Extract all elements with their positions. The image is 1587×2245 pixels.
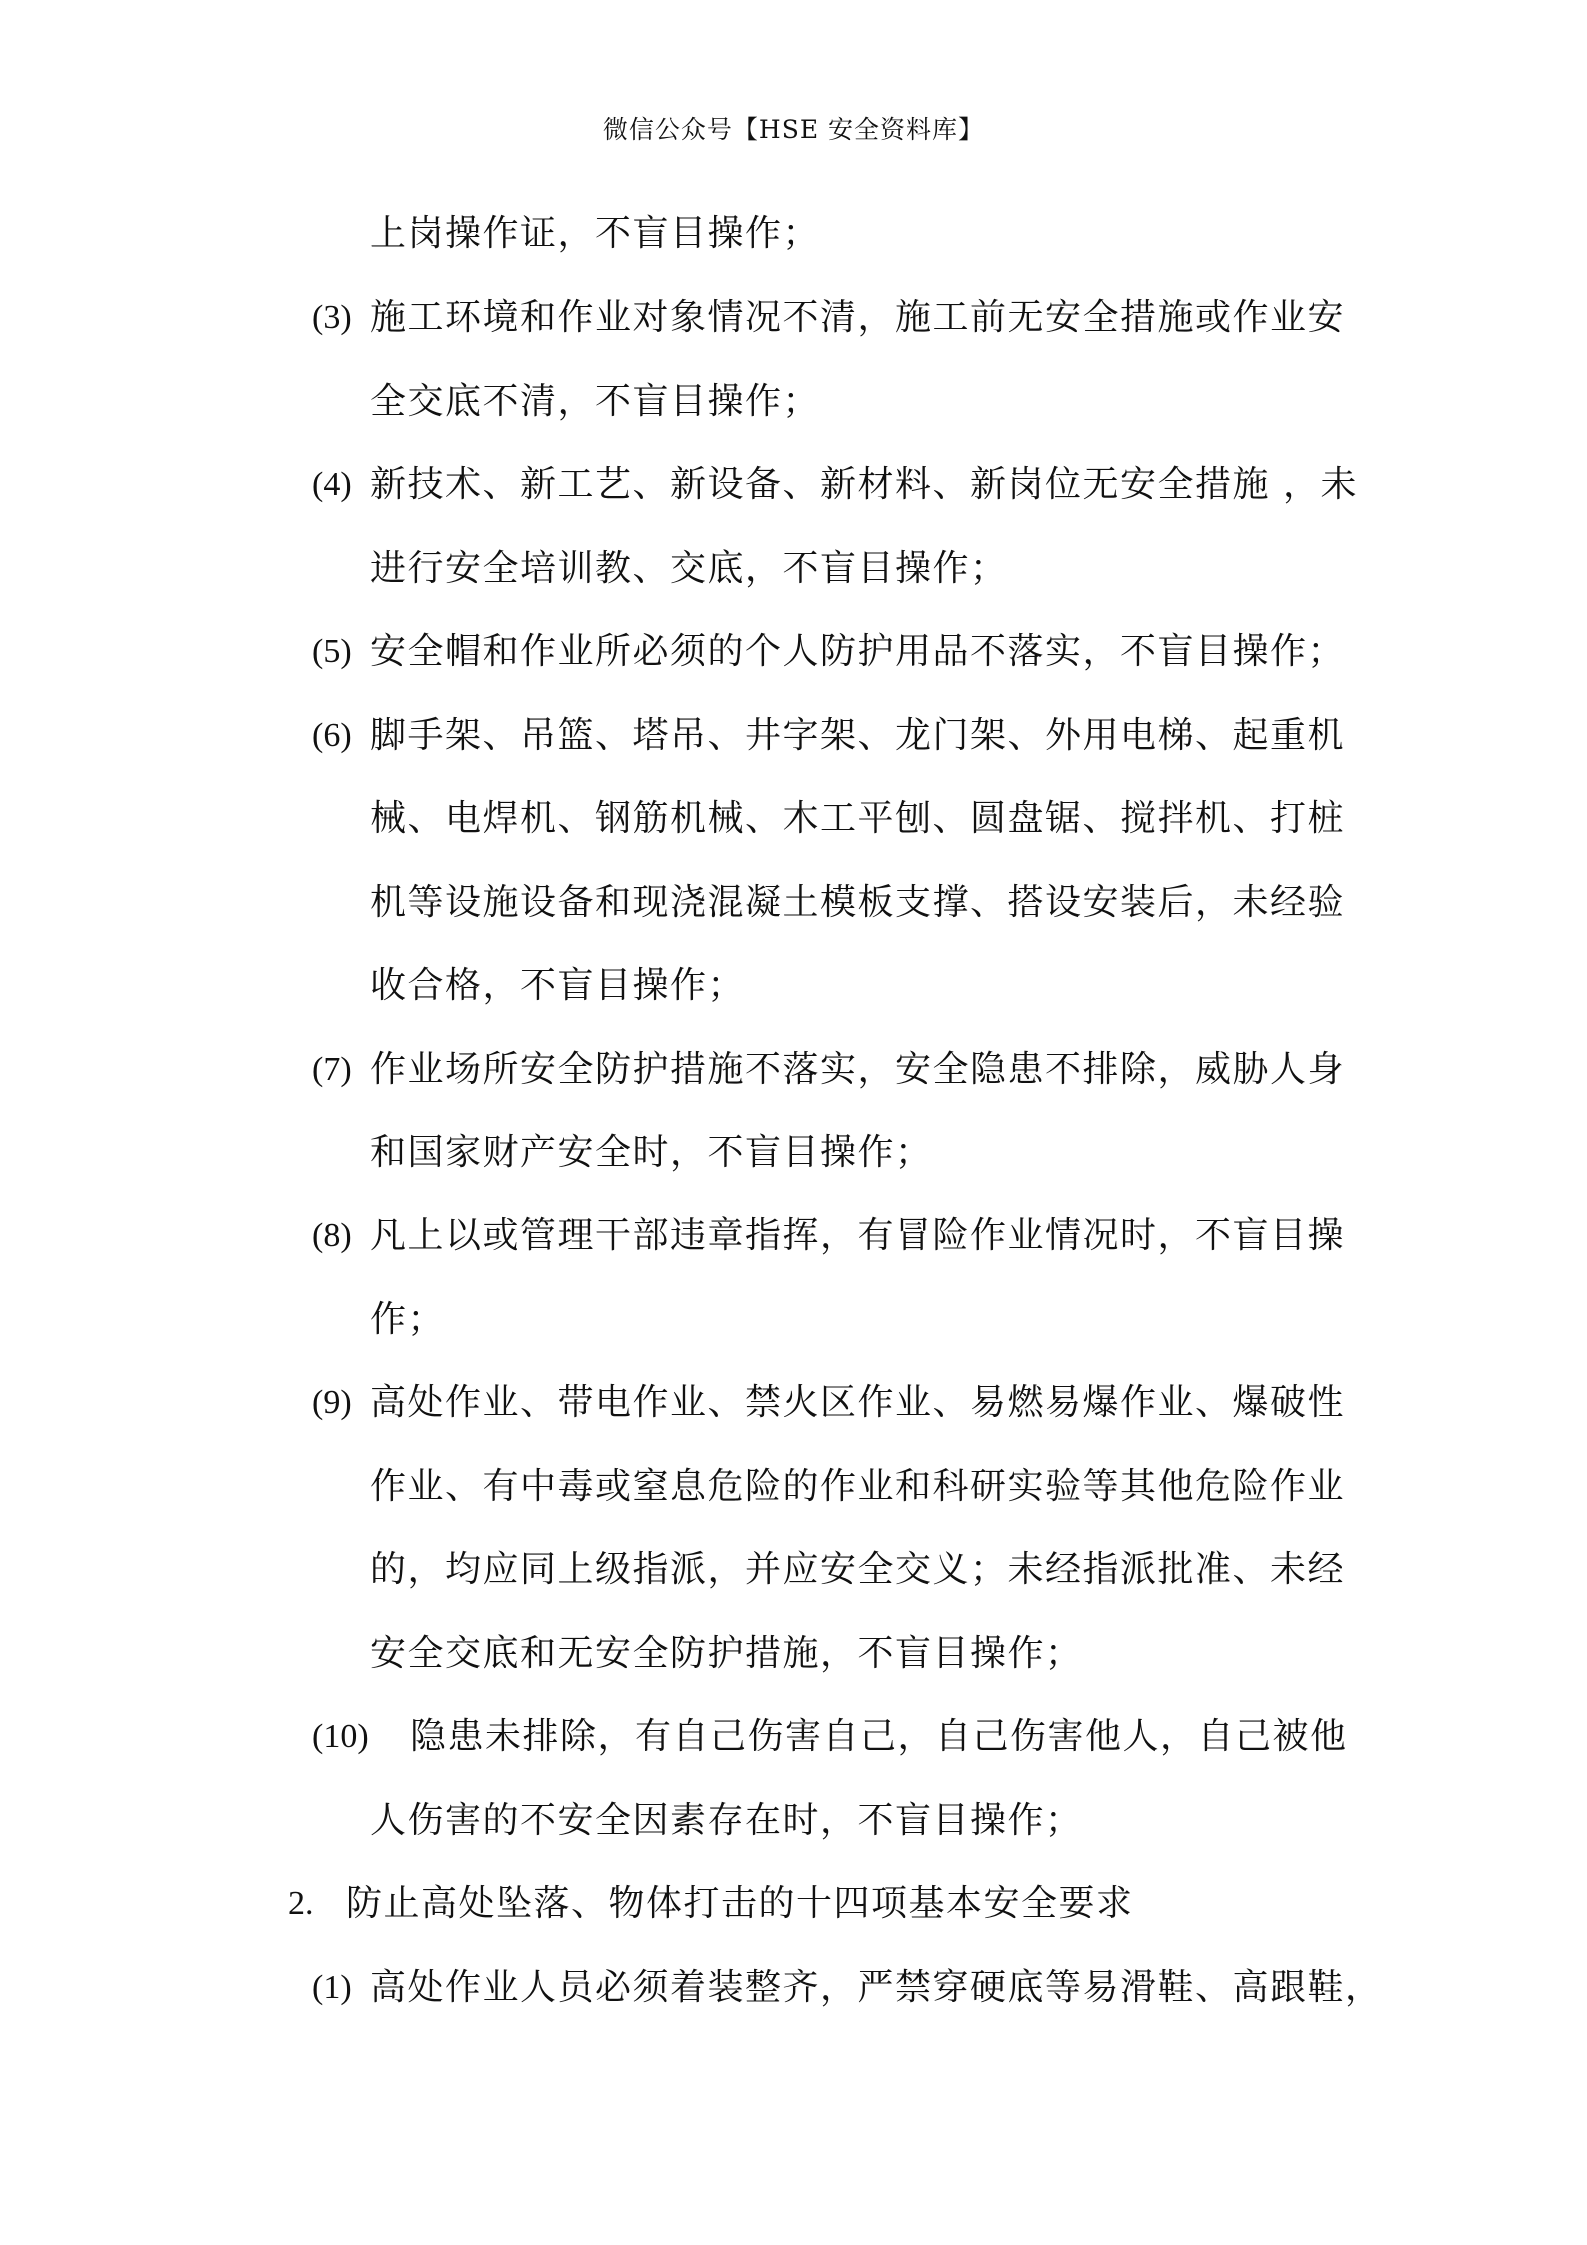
item-4-line-2: 进行安全培训教、交底，不盲目操作； <box>370 548 1008 589</box>
section-2-heading: 防止高处坠落、物体打击的十四项基本安全要求 <box>346 1883 1134 1924</box>
item-5-line-1: 安全帽和作业所必须的个人防护用品不落实，不盲目操作； <box>370 631 1346 672</box>
item-6-line-3: 机等设施设备和现浇混凝土模板支撑、搭设安装后，未经验 <box>370 882 1346 923</box>
item-3-number: (3) <box>312 299 352 336</box>
item-8-line-2: 作； <box>370 1299 446 1340</box>
item-7-line-1: 作业场所安全防护措施不落实，安全隐患不排除，威胁人身 <box>370 1049 1346 1090</box>
item-9-number: (9) <box>312 1384 352 1421</box>
page-header: 微信公众号【HSE 安全资料库】 <box>602 115 985 144</box>
section-2-item-1-line-1: 高处作业人员必须着装整齐，严禁穿硬底等易滑鞋、高跟鞋， <box>370 1967 1383 2008</box>
section-2-number: 2. <box>288 1885 314 1922</box>
item-9-line-4: 安全交底和无安全防护措施，不盲目操作； <box>370 1633 1083 1674</box>
item-continuation-line-1: 上岗操作证，不盲目操作； <box>370 213 821 254</box>
item-6-line-4: 收合格，不盲目操作； <box>370 965 746 1006</box>
item-8-line-1: 凡上以或管理干部违章指挥，有冒险作业情况时，不盲目操 <box>370 1215 1346 1256</box>
item-3-line-2: 全交底不清，不盲目操作； <box>370 381 821 422</box>
item-6-line-1: 脚手架、吊篮、塔吊、井字架、龙门架、外用电梯、起重机 <box>370 715 1346 756</box>
item-7-number: (7) <box>312 1051 352 1088</box>
item-9-line-1: 高处作业、带电作业、禁火区作业、易燃易爆作业、爆破性 <box>370 1382 1346 1423</box>
item-10-line-2: 人伤害的不安全因素存在时，不盲目操作； <box>370 1800 1083 1841</box>
item-9-line-2: 作业、有中毒或窒息危险的作业和科研实验等其他危险作业 <box>370 1466 1346 1507</box>
section-2-item-1-number: (1) <box>312 1969 352 2006</box>
item-9-line-3: 的，均应同上级指派，并应安全交义；未经指派批准、未经 <box>370 1549 1346 1590</box>
item-8-number: (8) <box>312 1217 352 1254</box>
item-4-number: (4) <box>312 466 352 503</box>
item-6-line-2: 械、电焊机、钢筋机械、木工平刨、圆盘锯、搅拌机、打桩 <box>370 798 1346 839</box>
item-5-number: (5) <box>312 633 352 670</box>
item-3-line-1: 施工环境和作业对象情况不清，施工前无安全措施或作业安 <box>370 297 1346 338</box>
item-7-line-2: 和国家财产安全时，不盲目操作； <box>370 1132 933 1173</box>
item-10-line-1: 隐患未排除，有自己伤害自己，自己伤害他人，自己被他 <box>410 1716 1348 1757</box>
item-6-number: (6) <box>312 717 352 754</box>
item-10-number: (10) <box>312 1718 369 1755</box>
item-4-line-1: 新技术、新工艺、新设备、新材料、新岗位无安全措施 ，未 <box>370 464 1358 505</box>
